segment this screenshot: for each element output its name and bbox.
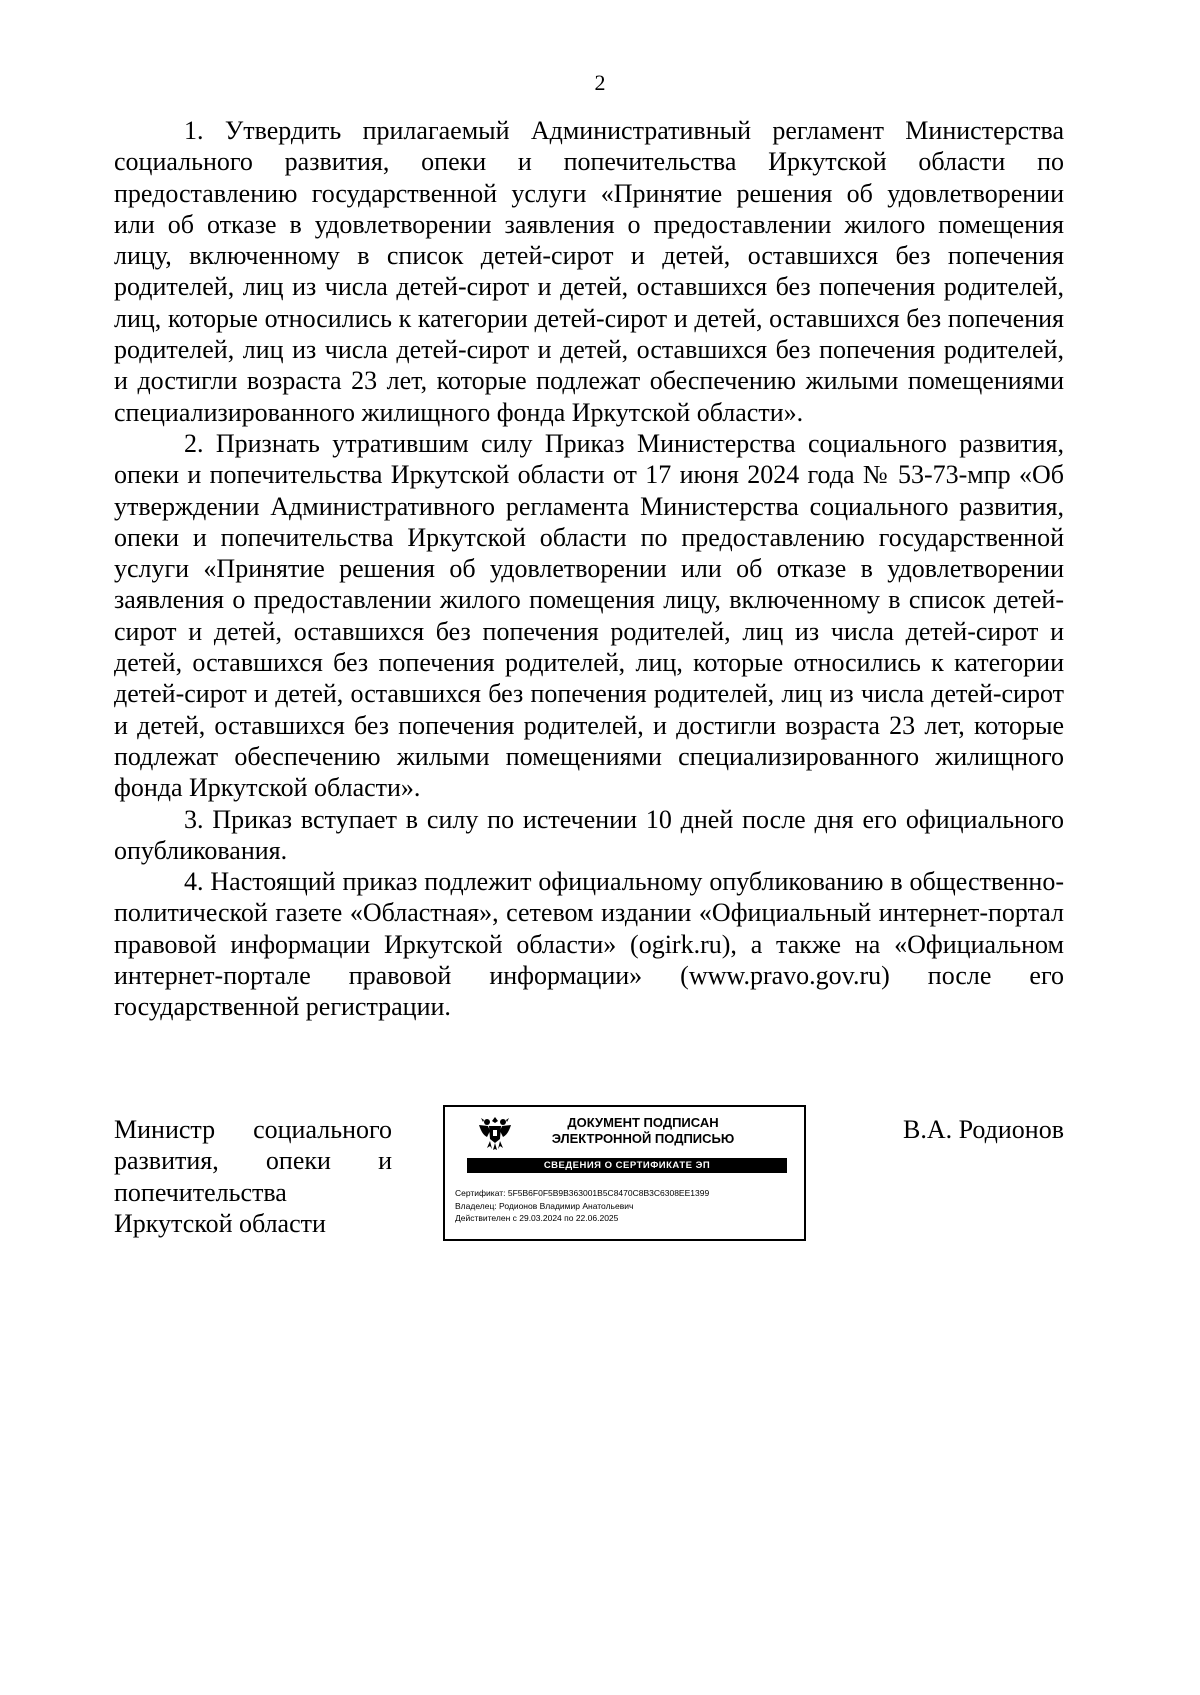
paragraph-3: 3. Приказ вступает в силу по истечении 10 дней после дня его официального опубликования. <box>114 804 1064 865</box>
electronic-signature-stamp <box>443 1105 806 1241</box>
signer-title-line: развития, опеки и <box>114 1146 392 1176</box>
certificate-owner: Владелец: Родионов Владимир Анатольевич <box>455 1200 634 1211</box>
page-number: 2 <box>594 70 606 95</box>
document-body <box>114 115 1064 1023</box>
paragraph-2: 2. Признать утратившим силу Приказ Министерства социального развития, опеки и попечительства Иркутской области от 17 июня 2024 года № 53-73-мпр «Об утверждении Административного регламента Министерства социального развития, опеки и попечительства Иркутской области по предоставлению государственной услуги «Принятие решения об удовлетворении или об отказе в удовлетворении заявления о предоставлении жилого помещения лицу, включенному в список детей-сирот и детей, оставшихся без попечения родителей, лиц из числа детей-сирот и детей, оставшихся без попечения родителей, лиц, которые относились к категории детей-сирот и детей, оставшихся без попечения родителей, лиц из числа детей-сирот и детей, оставшихся без попечения родителей, и достигли возраста 23 лет, которые подлежат обеспечению жилыми помещениями специализированного жилищного фонда Иркутской области». <box>114 428 1064 803</box>
signer-title <box>114 1114 392 1239</box>
certificate-validity: Действителен с 29.03.2024 по 22.06.2025 <box>455 1213 619 1223</box>
signature-block <box>114 1114 1064 1254</box>
signer-title-line: попечительства <box>114 1177 287 1207</box>
stamp-heading <box>523 1115 763 1147</box>
certificate-info-bar: СВЕДЕНИЯ О СЕРТИФИКАТЕ ЭП <box>467 1158 787 1173</box>
paragraph-4: 4. Настоящий приказ подлежит официальному опубликованию в общественно-политической газете «Областная», сетевом издании «Официальный интернет-портал правовой информации Иркутской области» (ogirk.ru), а также на «Официальном интернет-портале правовой информации» (www.pravo.gov.ru) после его государственной регистрации. <box>114 867 1064 1022</box>
signer-title-line: Министр социального <box>114 1115 392 1144</box>
paragraph-1: 1. Утвердить прилагаемый Административный регламент Министерства социального развития, опеки и попечительства Иркутской области по предоставлению государственной услуги «Принятие решения об удовлетворении или об отказе в удовлетворении заявления о предоставлении жилого помещения лицу, включенному в список детей-сирот и детей, оставшихся без попечения родителей, лиц из числа детей-сирот и детей, оставшихся без попечения родителей, лиц, которые относились к категории детей-сирот и детей, оставшихся без попечения родителей, лиц из числа детей-сирот и детей, оставшихся без попечения родителей, и достигли возраста 23 лет, которые подлежат обеспечению жилыми помещениями специализированного жилищного фонда Иркутской области». <box>114 116 1064 427</box>
signer-name: В.А. Родионов <box>902 1115 1064 1144</box>
certificate-number: Сертификат: 5F5B6F0F5B9B363001B5C8470C8B3C6308EE1399 <box>455 1188 710 1198</box>
certificate-details <box>455 1187 800 1225</box>
russian-coat-of-arms-icon <box>475 1113 515 1153</box>
stamp-heading-line: ЭЛЕКТРОННОЙ ПОДПИСЬЮ <box>551 1131 735 1146</box>
stamp-heading-line: ДОКУМЕНТ ПОДПИСАН <box>567 1115 719 1130</box>
signer-title-line: Иркутской области <box>114 1208 326 1238</box>
